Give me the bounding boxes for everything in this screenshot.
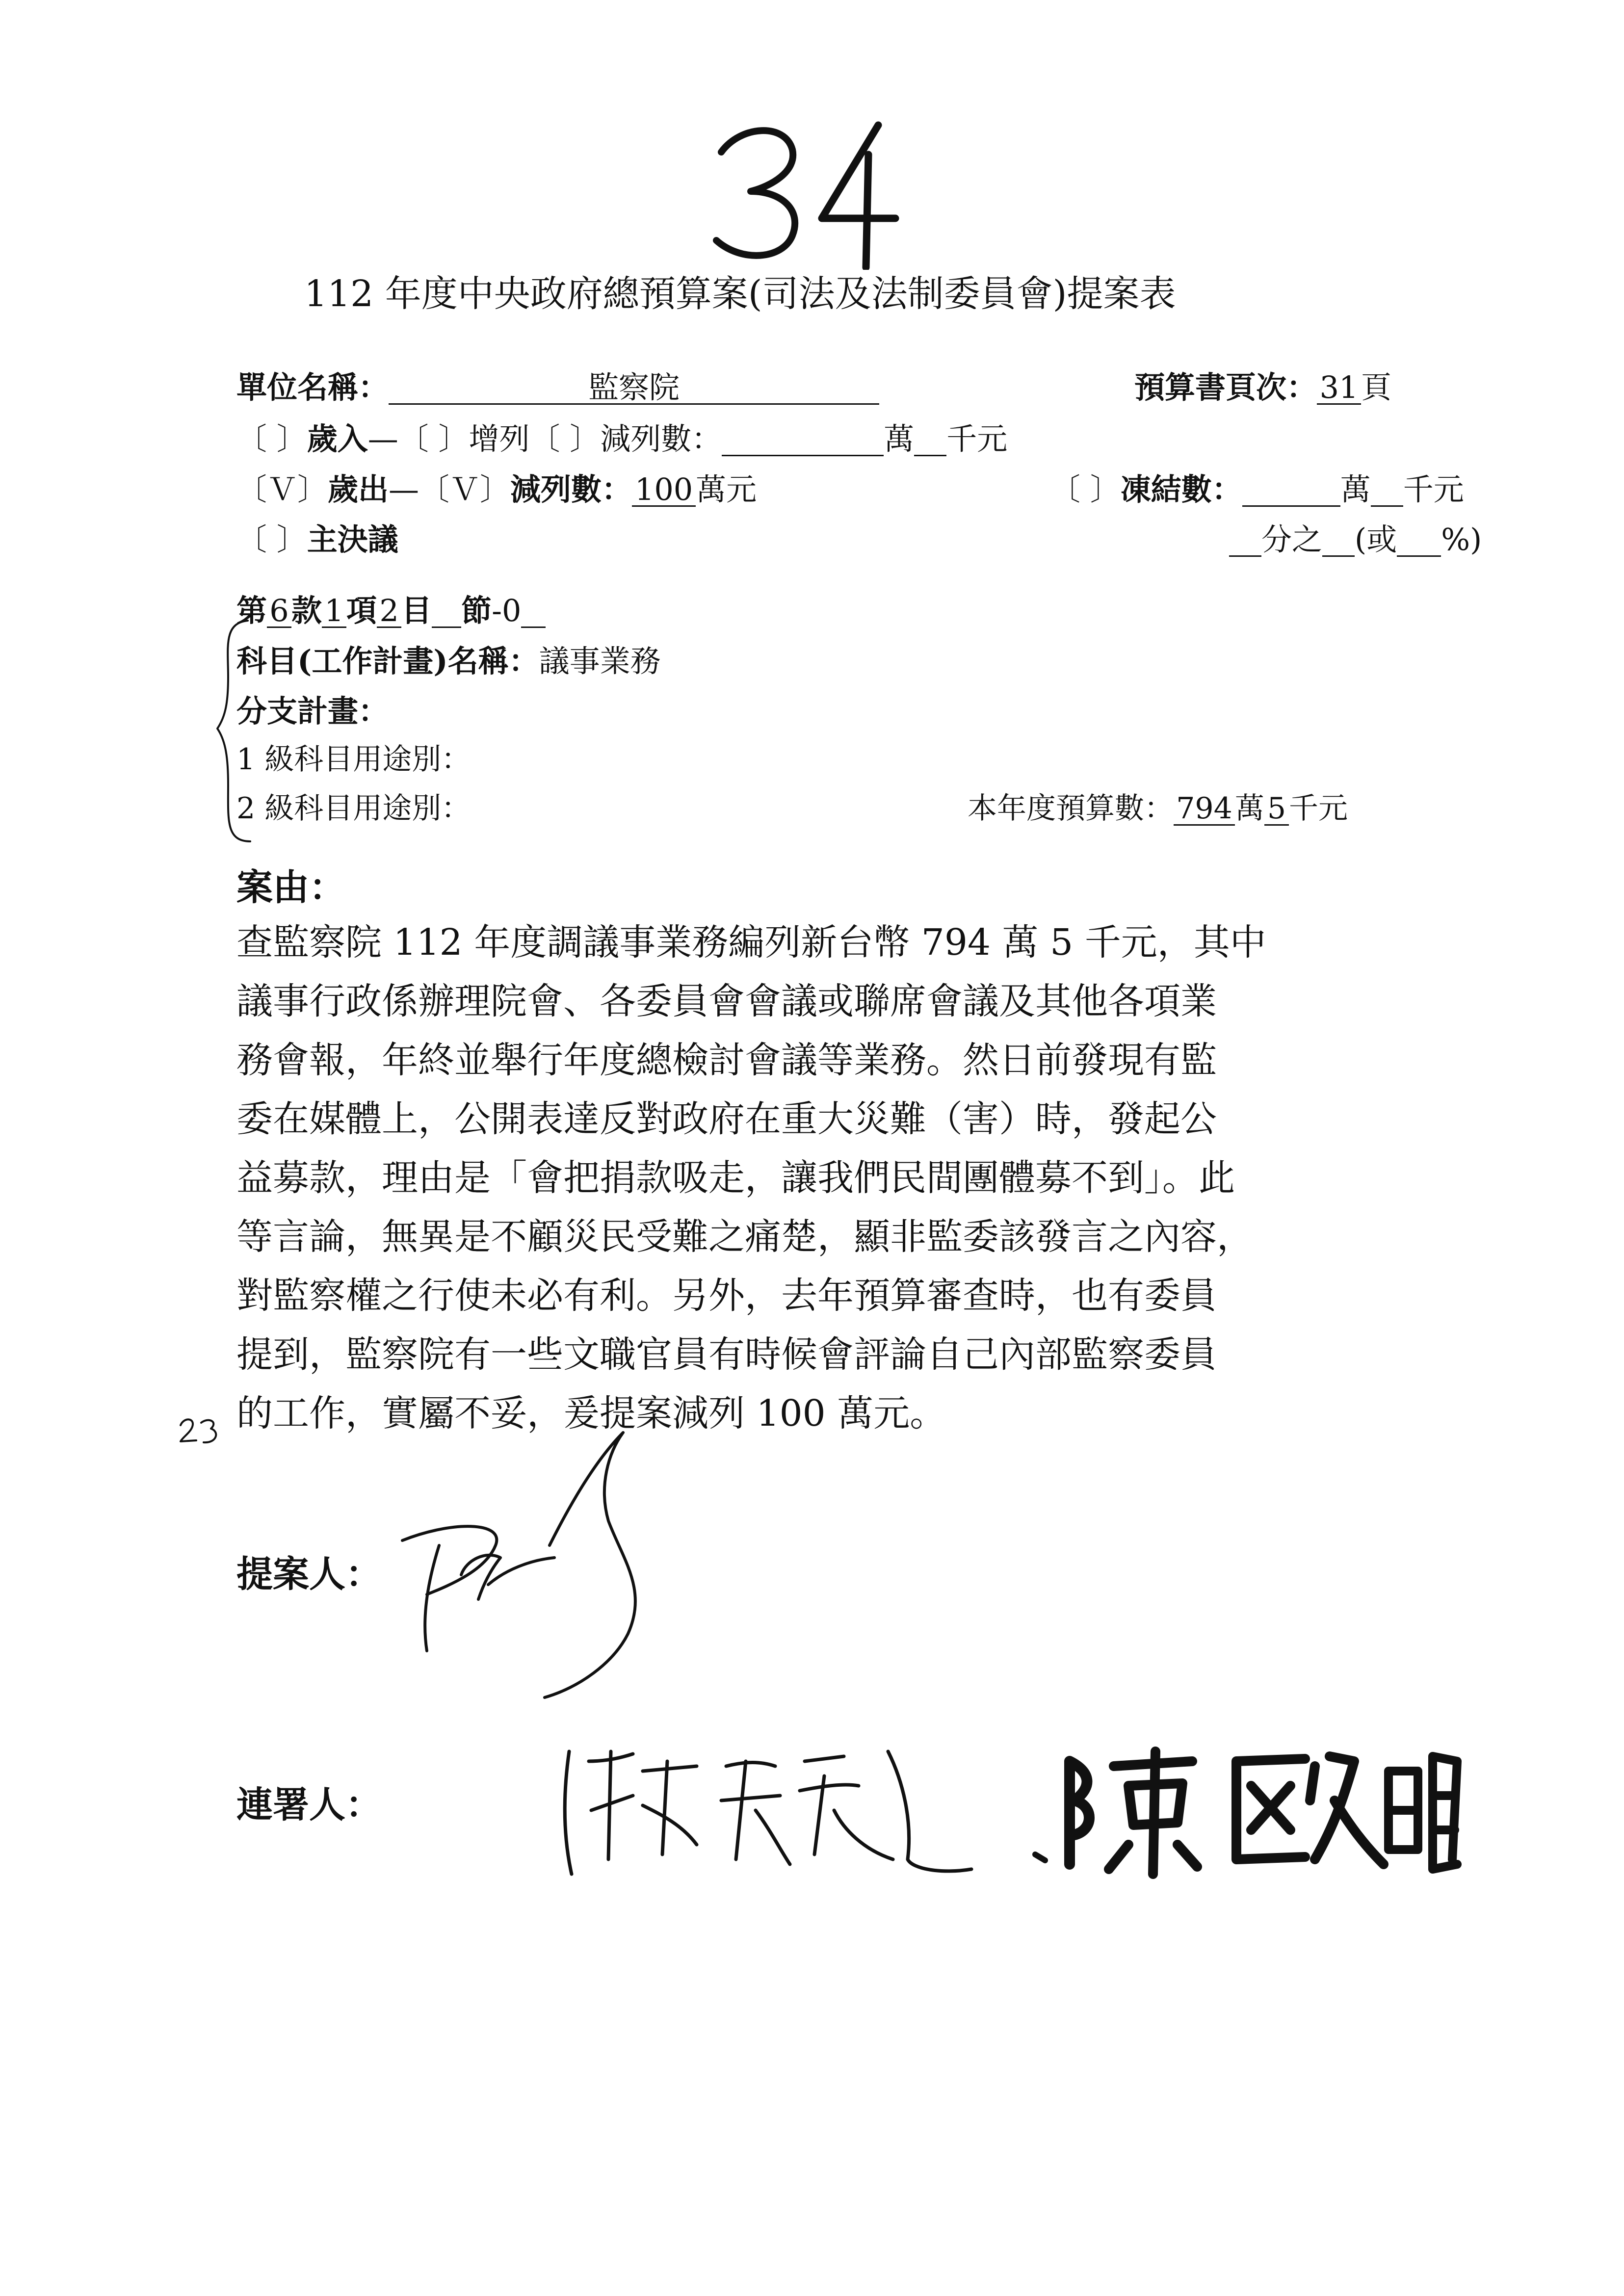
reason-line: 查監察院 112 年度調議事業務編列新台幣 794 萬 5 千元，其中 <box>236 921 1266 964</box>
resolution-checkbox: 〔 〕 <box>236 522 307 557</box>
xiang-label: 項 <box>346 593 377 628</box>
revenue-wan-blank <box>722 423 884 456</box>
xiang-value: 1 <box>322 595 346 628</box>
margin-note-23 <box>177 1413 221 1452</box>
expense-checkbox: 〔Ｖ〕 <box>236 471 328 507</box>
budget-page-row <box>1134 363 1391 407</box>
year-budget-wan-unit: 萬 <box>1235 791 1264 826</box>
year-budget-label: 本年度預算數： <box>968 791 1174 826</box>
level2-label: 2 級科目用途別： <box>236 791 471 826</box>
fraction-percent: %) <box>1441 522 1482 557</box>
level1-label: 1 級科目用途別： <box>236 742 471 777</box>
proposer-label: 提案人： <box>236 1553 382 1595</box>
budget-page-value: 31 <box>1317 371 1361 405</box>
freeze-wan-unit: 萬 <box>1340 471 1371 507</box>
reason-line: 的工作，實屬不妥，爰提案減列 100 萬元。 <box>236 1392 946 1435</box>
fraction-row <box>1229 515 1482 559</box>
expense-decrease-value: 100 <box>632 473 696 507</box>
revenue-qian-unit: 千元 <box>946 421 1008 457</box>
unit-label: 單位名稱： <box>236 369 389 405</box>
subject-label: 科目(工作計畫)名稱： <box>236 643 539 679</box>
budget-page-suffix: 頁 <box>1361 369 1392 405</box>
jie-label: 節 <box>461 593 492 628</box>
resolution-label: 主決議 <box>307 522 398 557</box>
subject-row <box>236 637 661 680</box>
reason-line: 對監察權之行使未必有利。另外，去年預算審查時，也有委員 <box>236 1275 1217 1317</box>
revenue-checkbox: 〔 〕 <box>236 421 307 457</box>
subject-value: 議事業務 <box>539 643 661 679</box>
reason-line: 提到，監察院有一些文職官員有時候會評論自己內部監察委員 <box>236 1333 1217 1376</box>
fraction-fen-zhi: 分之 <box>1261 522 1323 557</box>
unit-value: 監察院 <box>389 371 879 405</box>
reason-line: 益募款，理由是「會把捐款吸走，讓我們民間團體募不到」。此 <box>236 1157 1235 1199</box>
jie-blank <box>432 595 461 628</box>
kuan-label: 款 <box>291 593 322 628</box>
year-budget-qian-unit: 千元 <box>1289 791 1348 826</box>
reason-line: 務會報，年終並舉行年度總檢討會議等業務。然日前發現有監 <box>236 1039 1217 1081</box>
branch-plan-label: 分支計畫： <box>236 693 389 729</box>
budget-page-label: 預算書頁次： <box>1134 369 1317 405</box>
reason-label: 案由： <box>236 866 345 909</box>
item-code-row <box>236 586 546 630</box>
unit-name-row <box>236 363 879 407</box>
jie-suffix: -0 <box>492 593 522 628</box>
year-budget-row <box>968 785 1348 827</box>
expense-decrease-unit: 萬元 <box>696 471 757 507</box>
item-di: 第 <box>236 593 267 628</box>
revenue-increase-checkbox: 〔 〕 <box>398 421 469 457</box>
revenue-row <box>236 415 1007 458</box>
fraction-numerator-blank <box>1229 523 1261 557</box>
revenue-label: 歲入 <box>307 421 368 457</box>
fraction-denominator-blank <box>1322 523 1355 557</box>
fraction-percent-blank <box>1397 523 1441 557</box>
expense-decrease-label: 減列數： <box>510 471 632 507</box>
reason-line: 委在媒體上，公開表達反對政府在重大災難（害）時，發起公 <box>236 1098 1217 1140</box>
year-budget-qian-value: 5 <box>1264 793 1289 826</box>
revenue-decrease-label: 減列數： <box>600 421 722 457</box>
resolution-row <box>236 515 398 559</box>
freeze-label: 凍結數： <box>1120 471 1242 507</box>
jie-suffix-blank <box>521 595 546 628</box>
expense-row <box>236 465 757 509</box>
form-title: 112 年度中央政府總預算案(司法及法制委員會)提案表 <box>304 273 1176 315</box>
revenue-increase-label: 增列 <box>469 421 530 457</box>
reason-line: 議事行政係辦理院會、各委員會會議或聯席會議及其他各項業 <box>236 980 1217 1022</box>
expense-label: 歲出 <box>328 471 389 507</box>
reason-line: 等言論，無異是不顧災民受難之痛楚，顯非監委該發言之內容， <box>236 1216 1253 1258</box>
handwritten-page-number <box>687 108 903 270</box>
freeze-checkbox: 〔 〕 <box>1050 471 1121 507</box>
cosigner-1-signature <box>550 1732 981 1894</box>
freeze-row <box>1050 465 1464 509</box>
freeze-wan-blank <box>1242 473 1340 507</box>
revenue-qian-blank <box>914 423 946 456</box>
expense-dash: — <box>389 471 419 507</box>
cosigner-2-signature <box>1030 1732 1462 1879</box>
mu-label: 目 <box>401 593 432 628</box>
fraction-or: (或 <box>1355 522 1397 557</box>
freeze-qian-unit: 千元 <box>1403 471 1464 507</box>
expense-decrease-checkbox: 〔Ｖ〕 <box>419 471 511 507</box>
cosigner-label: 連署人： <box>236 1784 382 1826</box>
kuan-value: 6 <box>267 595 291 628</box>
mu-value: 2 <box>377 595 401 628</box>
revenue-wan-unit: 萬 <box>884 421 915 457</box>
revenue-dash: — <box>367 421 398 457</box>
freeze-qian-blank <box>1371 473 1403 507</box>
year-budget-wan-value: 794 <box>1174 793 1235 826</box>
proposer-signature <box>393 1423 697 1737</box>
revenue-decrease-checkbox: 〔 〕 <box>529 421 601 457</box>
